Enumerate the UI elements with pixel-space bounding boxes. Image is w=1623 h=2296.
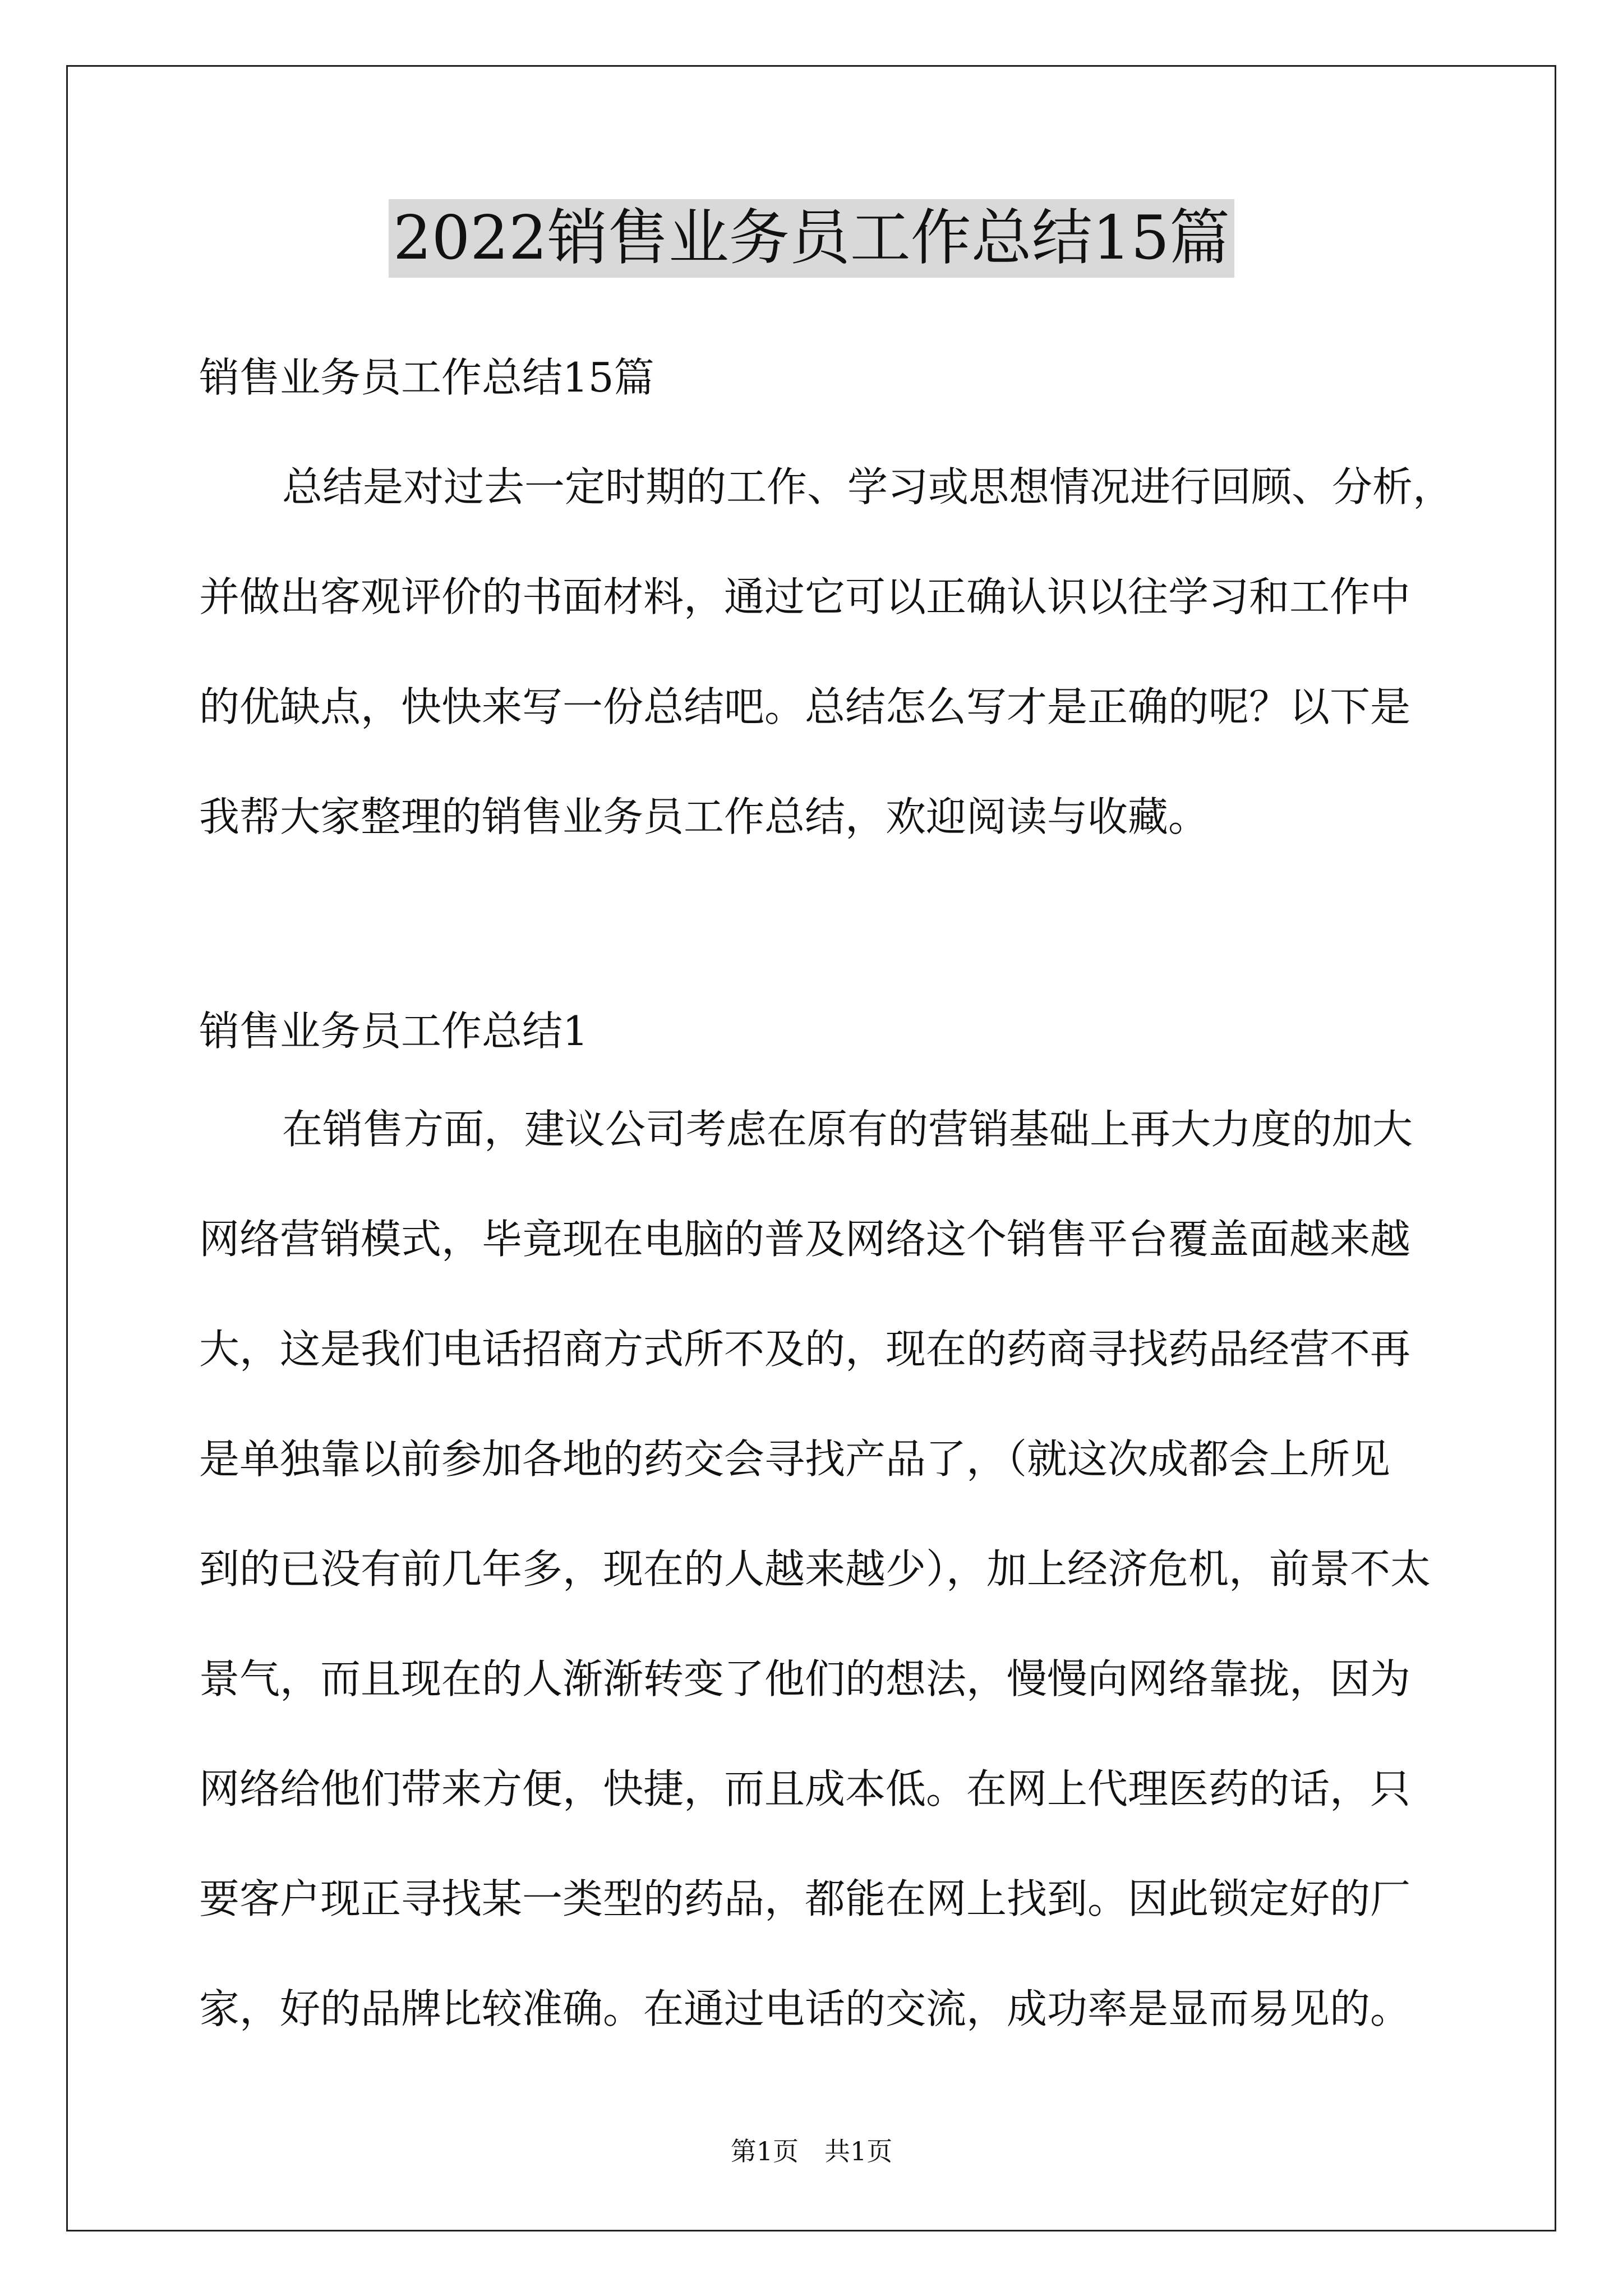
section-paragraph — [199, 1074, 1444, 2064]
paragraph-line: 并做出客观评价的书面材料，通过它可以正确认识以往学习和工作中 — [199, 573, 1411, 620]
intro-paragraph — [199, 432, 1454, 872]
paragraph-line: 在销售方面，建议公司考虑在原有的营销基础上再大力度的加大 — [282, 1106, 1413, 1153]
paragraph-line: 总结是对过去一定时期的工作、学习或思想情况进行回顾、分析， — [282, 463, 1454, 510]
paragraph-line: 网络给他们带来方便，快捷，而且成本低。在网上代理医药的话，只 — [199, 1765, 1411, 1812]
paragraph-line: 是单独靠以前参加各地的药交会寻找产品了，（就这次成都会上所见 — [199, 1435, 1391, 1483]
paragraph-line: 网络营销模式，毕竟现在电脑的普及网络这个销售平台覆盖面越来越 — [199, 1216, 1411, 1263]
paragraph-line: 到的已没有前几年多，现在的人越来越少），加上经济危机，前景不太 — [199, 1545, 1431, 1593]
section-heading: 销售业务员工作总结1 — [199, 1007, 588, 1055]
paragraph-line: 我帮大家整理的销售业务员工作总结，欢迎阅读与收藏。 — [199, 793, 1209, 840]
paragraph-line: 要客户现正寻找某一类型的药品，都能在网上找到。因此锁定好的厂 — [199, 1875, 1411, 1922]
page-footer: 第1页 共1页 — [730, 2136, 893, 2166]
paragraph-line: 景气，而且现在的人渐渐转变了他们的想法，慢慢向网络靠拢，因为 — [199, 1655, 1411, 1703]
paragraph-line: 大，这是我们电话招商方式所不及的，现在的药商寻找药品经营不再 — [199, 1326, 1411, 1373]
title-container — [0, 199, 1623, 278]
document-subtitle: 销售业务员工作总结15篇 — [199, 354, 654, 401]
paragraph-line: 的优缺点，快快来写一份总结吧。总结怎么写才是正确的呢？以下是 — [199, 683, 1411, 730]
document-title: 2022销售业务员工作总结15篇 — [389, 199, 1234, 278]
paragraph-line: 家，好的品牌比较准确。在通过电话的交流，成功率是显而易见的。 — [199, 1985, 1411, 2032]
